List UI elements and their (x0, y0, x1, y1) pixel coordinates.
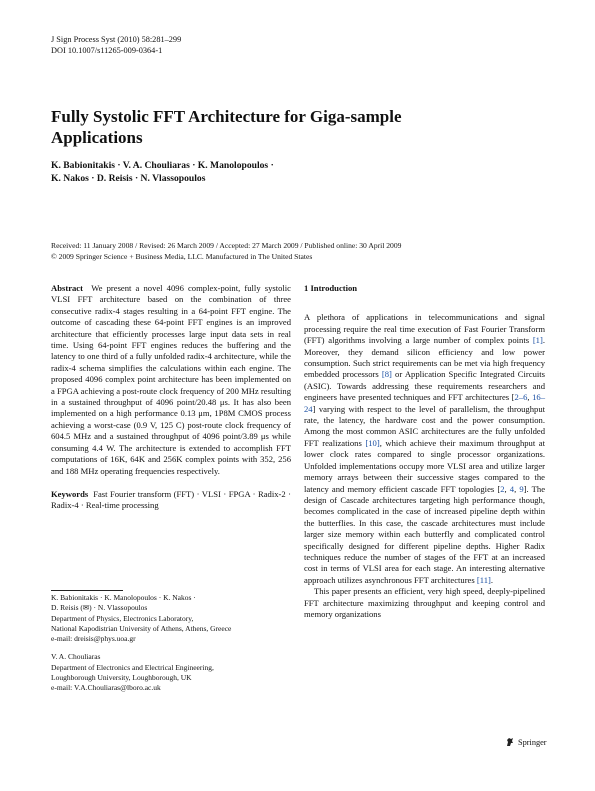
right-column (304, 283, 545, 620)
keywords (51, 489, 291, 512)
abstract-text: We present a novel 4096 complex-point, fully systolic VLSI FFT architecture based on the combination of three consecutive radix-4 stages resulting in a 64-point FFT engine. The outcome of cascading these 64-point FFT engines is an improved architecture that efficiently processes large input data sets in real time. Using 64-point FFT engines reduces the buffering and the latency to one third of a fully unfolded radix-4 architecture, while the radix-4 schema simplifies the calculations within each engine. The proposed 4096 complex point architecture has been implemented on a FPGA achieving a post-route clock frequency of 200 MHz resulting in a sustained throughput of 4096 point/20.48 μs. It has also been implemented on a high performance 0.13 μm, 1P8M CMOS process achieving a worst-case (0.9 V, 125 C) post-route clock frequency of 604.5 MHz and a sustained throughput of 4096 point/3.89 μs while consuming 4.4 W. The architecture is extended to accomplish FFT computations of 16K, 64K and 256K complex points with 352, 256 and 188 MHz operating frequencies respectively. (51, 283, 291, 476)
keywords-label: Keywords (51, 488, 89, 499)
publication-dates (51, 241, 551, 262)
affil-2-email: e-mail: V.A.Chouliaras@lboro.ac.uk (51, 683, 161, 693)
copyright-line: © 2009 Springer Science + Business Media, LLC. Manufactured in The United States (51, 251, 313, 261)
journal-citation: J Sign Process Syst (2010) 58:281–299 (51, 35, 182, 44)
citation-link[interactable]: 9 (519, 483, 524, 494)
publisher-logo (505, 737, 547, 747)
section-heading: 1 Introduction (304, 283, 358, 293)
authors-line-2: K. Nakos · D. Reisis · N. Vlassopoulos (51, 173, 206, 184)
intro-paragraph-1: A plethora of applications in telecommunications and signal processing require the real time execution of Fast Fourier Transform (FFT) algorithms involving a large number of complex points [1]. Moreover, they demand silicon efficiency and low power consumption. Such strict requirements can be met via high frequency embedded processors [8] or Application Specific Integrated Circuits (ASIC). Towards addressing these requirements researchers and engineers have presented techniques and FFT architectures [2–6, 16–24] varying with respect to the level of parallelism, the throughput rate, the latency, the hardware cost and the power consumption. Among the most common ASIC architectures are the fully unfolded FFT realizations [10], which achieve their maximum throughput at lower clock rates compared to single processor organizations. Unfolded implementations occupy more VLSI area and utilize larger memory arrays between their successive stages compared to the latency and memory efficient cascade FFT topologies [2, 4, 9]. The design of Cascade architectures targeting high performance though, becomes complicated in the case of increased pipeline depth within the butterflies. In this case, the cascade architectures must include larger size memory within each butterfly and complicated control specifically designed for different pipeline depths. Higher Radix techniques reduce the number of stages of the FFT at an increased cost in terms of VLSI area for each stage. An interesting alternative approach utilizes asynchronous FFT architectures [11]. (304, 312, 546, 585)
affil-2-dept: Department of Electronics and Electrical Engineering, (51, 662, 214, 672)
intro-paragraph-2: This paper presents an efficient, very high speed, deeply-pipelined FFT architecture maximizing throughput and keeping control and memory organizations (304, 586, 545, 619)
affil-1-names-2: D. Reisis (✉) · N. Vlassopoulos (51, 603, 148, 613)
affiliations (51, 593, 296, 694)
springer-horse-icon (505, 737, 515, 747)
affil-2-univ: Loughborough University, Loughborough, UK (51, 673, 192, 683)
citation-link[interactable]: 2–6 (514, 392, 528, 403)
affil-1-names-1: K. Babionitakis · K. Manolopoulos · K. Nakos · (51, 593, 196, 602)
affil-1-univ: National Kapodistrian University of Athens, Athens, Greece (51, 623, 232, 633)
abstract-label: Abstract (51, 283, 83, 293)
citation-link[interactable]: 16–24 (304, 392, 545, 414)
affil-2-name: V. A. Chouliaras (51, 652, 101, 662)
footnote-divider (51, 590, 123, 591)
publisher-name: Springer (518, 737, 547, 747)
citation-link[interactable]: [1] (532, 335, 543, 346)
affil-1-dept: Department of Physics, Electronics Laboratory, (51, 613, 194, 623)
author-list (51, 159, 351, 185)
citation-link[interactable]: 4 (509, 483, 515, 494)
left-column (51, 283, 291, 512)
doi: DOI 10.1007/s11265-009-0364-1 (51, 46, 163, 55)
journal-header (51, 34, 181, 56)
citation-link[interactable]: [8] (381, 369, 392, 380)
abstract (51, 283, 291, 477)
dates-line: Received: 11 January 2008 / Revised: 26 March 2009 / Accepted: 27 March 2009 / Published online: 30 April 2009 (51, 241, 402, 250)
citation-link[interactable]: [11] (476, 574, 491, 585)
keywords-text: Fast Fourier transform (FFT) · VLSI · FPGA · Radix-2 · Radix-4 · Real-time processing (51, 488, 291, 511)
paper-title: Fully Systolic FFT Architecture for Giga-sample Applications (51, 107, 402, 147)
citation-link[interactable]: 2 (500, 483, 505, 494)
affil-1-email: e-mail: dreisis@phys.uoa.gr (51, 634, 136, 644)
authors-line-1: K. Babionitakis · V. A. Chouliaras · K. Manolopoulos · (51, 160, 274, 171)
citation-link[interactable]: [10] (365, 437, 380, 448)
